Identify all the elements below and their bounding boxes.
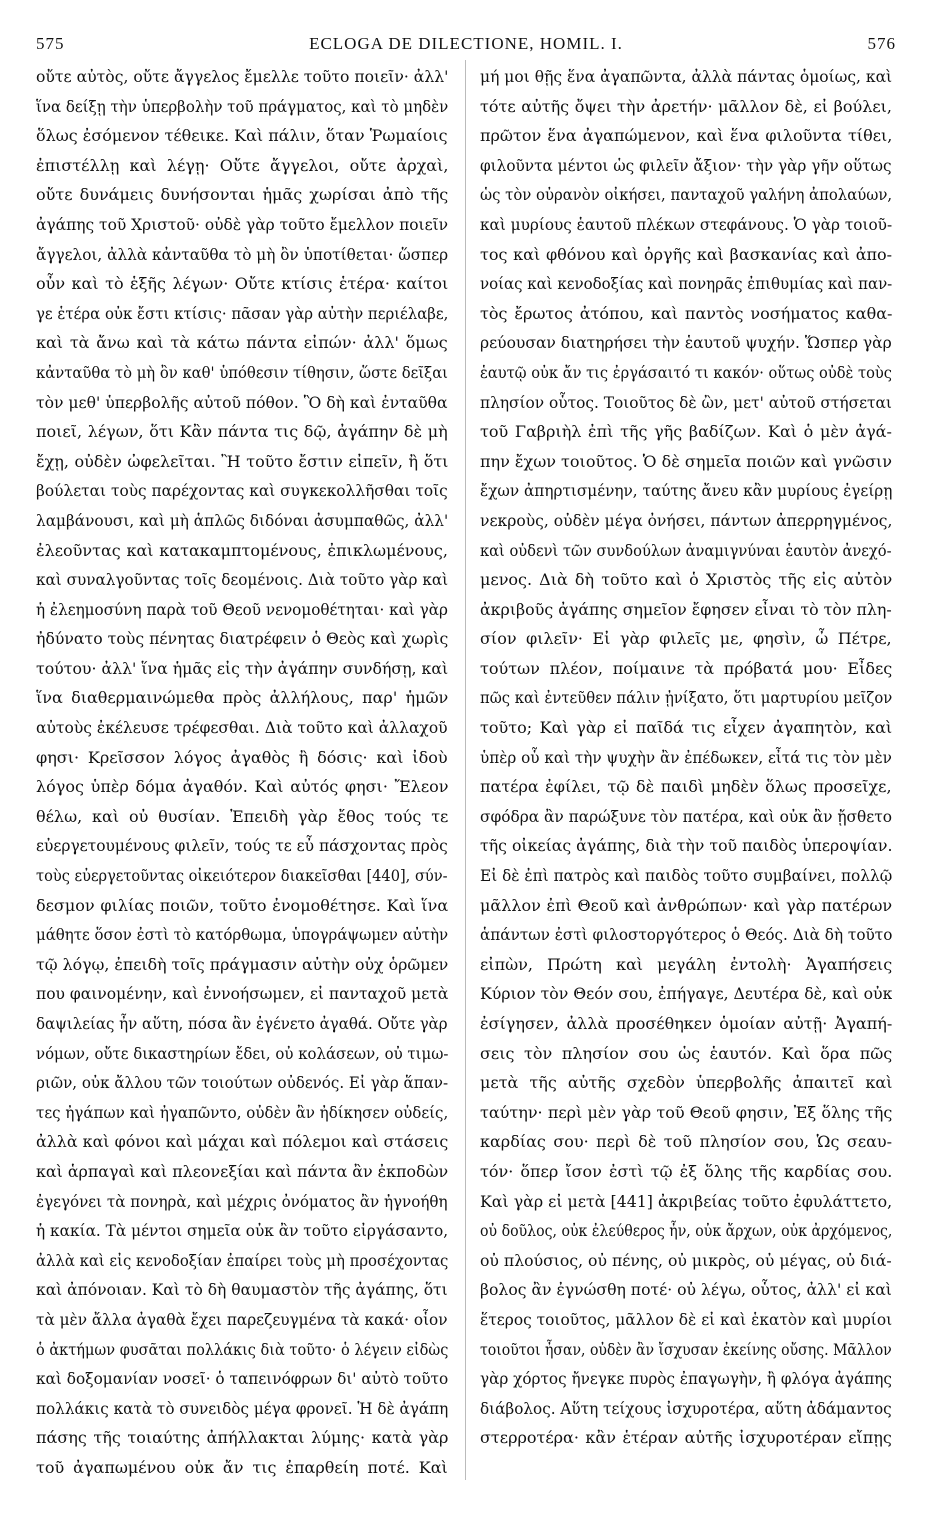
text-line: ἐλεοῦντας καὶ κατακαμπτομένους, ἐπικλωμένους, — [36, 540, 448, 560]
text-line: δεσμον φιλίας ποιῶν, τοῦτο ἐνομοθέτησε. Καὶ ἵνα — [36, 895, 448, 915]
text-line: πολλάκις κατὰ τὸ συνειδὸς μέγα φρονεῖ. Ἡ δὲ ἀγάπη — [36, 1398, 448, 1418]
text-line: ἀκριβοῦς ἀγάπης σημεῖον ἔφησεν εἶναι τὸ τὸν πλη- — [480, 599, 892, 619]
text-line: τούτου· ἀλλ' ἵνα ἡμᾶς εἰς τὴν ἀγάπην συνδήσῃ, καὶ — [36, 658, 448, 678]
text-line: ταύτην· περὶ μὲν γὰρ τοῦ Θεοῦ φησιν, Ἐξ ὅλης τῆς — [480, 1102, 892, 1122]
text-line: διάβολος. Αὕτη τείχους ἰσχυροτέρα, αὕτη ἀδάμαντος — [480, 1398, 892, 1418]
text-line: τοιοῦτοι ἦσαν, οὐδὲν ἂν ἴσχυσαν ἐκείνης οὔσης. Μᾶλλον — [480, 1339, 892, 1359]
text-line: φιλοῦντα μέντοι ὡς φιλεῖν ἄξιον· τὴν γὰρ γῆν οὕτως — [480, 155, 892, 175]
text-line: νόμων, οὔτε δικαστηρίων ἔδει, οὐ κολάσεων, οὐ τιμω- — [36, 1043, 448, 1063]
text-line: πατέρα ἐφίλει, τῷ δὲ παιδὶ μηδὲν ὅλως προσεῖχε, — [480, 777, 892, 797]
column-divider — [465, 60, 466, 1480]
text-line: καὶ μυρίους ἑαυτοῦ πλέκων στεφάνους. Ὁ γὰρ τοιοῦ- — [480, 214, 892, 234]
left-column — [36, 62, 448, 1483]
text-line: ρεύουσαν διατηρήσει τὴν ἑαυτοῦ ψυχήν. Ὥσπερ γὰρ — [480, 333, 892, 353]
text-line: ὡς τὸν οὐρανὸν οἰκήσει, πανταχοῦ γαλήνη ἀπολαύων, — [480, 185, 892, 205]
text-line: βολος ἂν ἐγνώσθη ποτέ· οὐ λέγω, οὗτος, ἀλλ' εἰ καὶ — [480, 1280, 892, 1300]
text-line: ἕτερος τοιοῦτος, μᾶλλον δὲ εἰ καὶ ἑκατὸν καὶ μυρίοι — [480, 1309, 892, 1329]
text-line: καὶ συναλγοῦντας τοῖς δεομένοις. Διὰ τοῦτο γὰρ καὶ — [36, 570, 448, 590]
text-line: καὶ τὰ ἄνω καὶ τὰ κάτω πάντα εἰπών· ἀλλ' ὅμως — [36, 333, 448, 353]
text-line: καρδίας σου· περὶ δὲ τοῦ πλησίον σου, Ὡς σεαυ- — [480, 1132, 892, 1152]
text-line: μετὰ τῆς αὐτῆς σχεδὸν ὑπερβολῆς ἀπαιτεῖ καὶ — [480, 1073, 892, 1093]
text-line: ἐπιστέλλῃ καὶ λέγῃ· Οὔτε ἄγγελοι, οὔτε ἀρχαὶ, — [36, 155, 448, 175]
text-line: πρῶτον ἕνα ἀγαπώμενον, καὶ ἕνα φιλοῦντα τίθει, — [480, 126, 892, 146]
text-line: γὰρ χόρτος ἤνεγκε πυρὸς ἐπαγωγὴν, ἢ φλόγα ἀγάπης — [480, 1369, 892, 1389]
text-line: στερροτέρα· κἂν ἑτέραν αὐτῆς ἰσχυροτέραν εἴπῃς — [480, 1428, 892, 1448]
text-line: νεκροὺς, οὐδὲν μέγα ὀνήσει, πάντων ἀπερρηγμένος, — [480, 510, 892, 530]
text-line: ἔχῃ, οὐδὲν ὠφελεῖται. Ἢ τοῦτο ἔστιν εἰπεῖν, ἢ ὅτι — [36, 451, 448, 471]
text-line: οὐ δοῦλος, οὐκ ἐλεύθερος ἦν, οὐκ ἄρχων, οὐκ ἀρχόμενος, — [480, 1221, 892, 1241]
text-line: τούτων πλέον, ποίμαινε τὰ πρόβατά μου· Εἶδες — [480, 658, 892, 678]
text-line: λόγος ὑπὲρ δόμα ἀγαθόν. Καὶ αὐτός φησι· Ἔλεον — [36, 777, 448, 797]
text-line: τοῦτο; Καὶ γὰρ εἰ παῖδά τις εἶχεν ἀγαπητὸν, καὶ — [480, 718, 892, 738]
text-line: αὐτοὺς ἐκέλευσε τρέφεσθαι. Διὰ τοῦτο καὶ ἀλλαχοῦ — [36, 718, 448, 738]
text-line: φησι· Κρεῖσσον λόγος ἀγαθὸς ἢ δόσις· καὶ ἰδοὺ — [36, 747, 448, 767]
text-line: καὶ οὐδενὶ τῶν συνδούλων ἀναμιγνύναι ἑαυτὸν ἀνεχό- — [480, 540, 892, 560]
text-line: Κύριον τὸν Θεόν σου, ἐπήγαγε, Δευτέρα δὲ, καὶ οὐκ — [480, 984, 892, 1004]
text-line: πῶς καὶ ἐντεῦθεν πάλιν ᾐνίξατο, ὅτι μαρτυρίου μεῖζον — [480, 688, 892, 708]
text-line: κἀνταῦθα τὸ μὴ ὂν καθ' ὑπόθεσιν τίθησιν, ὥστε δεῖξαι — [36, 362, 448, 382]
text-line: τὰ μὲν ἄλλα ἀγαθὰ ἔχει παρεζευγμένα τὰ κακά· οἷον — [36, 1309, 448, 1329]
text-line: ἄγγελοι, ἀλλὰ κἀνταῦθα τὸ μὴ ὂν ὑποτίθεται· ὥσπερ — [36, 244, 448, 264]
text-line: οὖν καὶ τὸ ἑξῆς λέγων· Οὔτε κτίσις ἑτέρα· καίτοι — [36, 274, 448, 294]
text-line: καὶ δοξομανίαν νοσεῖ· ὁ ταπεινόφρων δι' αὐτὸ τοῦτο — [36, 1369, 448, 1389]
running-head — [36, 34, 896, 56]
text-line: τόν· ὅπερ ἴσον ἐστὶ τῷ ἐξ ὅλης τῆς καρδίας σου. — [480, 1161, 892, 1181]
text-line: ἁπάντων ἐστὶ φιλοστοργότερος ὁ Θεός. Διὰ δὴ τοῦτο — [480, 925, 892, 945]
text-line: τῆς οἰκείας ἀγάπης, διὰ τὴν τοῦ παιδὸς ὑπεροψίαν. — [480, 836, 892, 856]
text-line: τοῦ ἀγαπωμένου οὐκ ἄν τις ἐπαρθείη ποτέ. Καὶ — [36, 1457, 448, 1477]
text-line: ὅλως ἐσόμενον τέθεικε. Καὶ πάλιν, ὅταν Ῥωμαίοις — [36, 126, 448, 146]
text-line: ἀλλὰ καὶ εἰς κενοδοξίαν ἐπαίρει τοὺς μὴ προσέχοντας — [36, 1250, 448, 1270]
text-line: ἀλλὰ καὶ φόνοι καὶ μάχαι καὶ πόλεμοι καὶ στάσεις — [36, 1132, 448, 1152]
text-line: πλησίον οὗτος. Τοιοῦτος δὲ ὢν, μετ' αὐτοῦ στήσεται — [480, 392, 892, 412]
text-line: πην ἔχων τοιοῦτος. Ὁ δὲ σημεῖα ποιῶν καὶ γνῶσιν — [480, 451, 892, 471]
text-line: μή μοι θῇς ἕνα ἀγαπῶντα, ἀλλὰ πάντας ὁμοίως, καὶ — [480, 67, 892, 86]
text-line: Εἰ δὲ ἐπὶ πατρὸς καὶ παιδὸς τοῦτο συμβαίνει, πολλῷ — [480, 866, 892, 886]
text-line: γε ἑτέρα οὐκ ἔστι κτίσις· πᾶσαν γὰρ αὐτὴν περιέλαβε, — [36, 303, 448, 323]
text-line: μᾶλλον ἐπὶ Θεοῦ καὶ ἀνθρώπων· καὶ γὰρ πατέρων — [480, 895, 892, 915]
text-line: νοίας καὶ κενοδοξίας καὶ πονηρᾶς ἐπιθυμίας καὶ παν- — [480, 274, 892, 294]
text-line: μάθητε ὅσον ἐστὶ τὸ κατόρθωμα, ὑπογράψωμεν αὐτὴν — [36, 925, 448, 945]
page-title: ECLOGA DE DILECTIONE, HOMIL. I. — [309, 34, 623, 53]
text-line: τὸν μεθ' ὑπερβολῆς αὐτοῦ πόθον. Ὃ δὴ καὶ ἐνταῦθα — [36, 392, 448, 412]
text-line: τες ἠγάπων καὶ ἠγαπῶντο, οὐδὲν ἂν ἠδίκησεν οὐδείς, — [36, 1102, 448, 1122]
text-line: ἵνα διαθερμαινώμεθα πρὸς ἀλλήλους, παρ' ἡμῶν — [36, 688, 448, 708]
text-line: σίον φιλεῖν· Εἰ γὰρ φιλεῖς με, φησὶν, ὦ Πέτρε, — [480, 629, 892, 649]
text-line: Καὶ γὰρ εἰ μετὰ [441] ἀκριβείας τοῦτο ἐφυλάττετο, — [480, 1191, 892, 1211]
text-line: δαψιλείας ἦν αὕτη, πόσα ἂν ἐγένετο ἀγαθά. Οὔτε γὰρ — [36, 1014, 448, 1033]
text-line: τοὺς εὐεργετοῦντας οἰκειότερον διακεῖσθαι [440], σύν- — [36, 866, 448, 886]
text-line: ἡ κακία. Τὰ μέντοι σημεῖα οὐκ ἂν τοῦτο εἰργάσαντο, — [36, 1221, 448, 1241]
text-line: τὸς ἔρωτος ἀτόπου, καὶ παντὸς νοσήματος καθα- — [480, 303, 892, 323]
text-line: εὐεργετουμένους φιλεῖν, τούς τε εὖ πάσχοντας πρὸς — [36, 836, 448, 856]
text-line: ἔχων ἀπηρτισμένην, ταύτης ἄνευ κἂν μυρίους ἐγείρῃ — [480, 481, 892, 501]
text-line: θέλω, καὶ οὐ θυσίαν. Ἐπειδὴ γὰρ ἔθος τούς τε — [36, 806, 448, 826]
text-line: σφόδρα ἂν παρώξυνε τὸν πατέρα, καὶ οὐκ ἂν ᾔσθετο — [480, 806, 892, 826]
text-line: καὶ ἀπόνοιαν. Καὶ τὸ δὴ θαυμαστὸν τῆς ἀγάπης, ὅτι — [36, 1280, 448, 1300]
right-column — [480, 62, 892, 1453]
text-line: οὔτε αὐτὸς, οὔτε ἄγγελος ἔμελλε τοῦτο ποιεῖν· ἀλλ' — [36, 67, 448, 86]
text-line: εἰπὼν, Πρώτη καὶ μεγάλη ἐντολὴ· Ἀγαπήσεις — [480, 954, 892, 974]
text-line: ἐγεγόνει τὰ πονηρὰ, καὶ μέχρις ὀνόματος ἂν ἠγνοήθη — [36, 1191, 448, 1211]
text-line: ἑαυτῷ οὐκ ἄν τις ἐργάσαιτό τι κακόν· οὕτως οὐδὲ τοὺς — [480, 362, 892, 382]
text-line: ριῶν, οὐκ ἄλλου τῶν τοιούτων οὐδενός. Εἰ γὰρ ἅπαν- — [36, 1073, 448, 1093]
text-line: λαμβάνουσι, καὶ μὴ ἁπλῶς διδόναι ἀσυμπαθῶς, ἀλλ' — [36, 510, 448, 530]
text-line: μενος. Διὰ δὴ τοῦτο καὶ ὁ Χριστὸς τῆς εἰς αὐτὸν — [480, 570, 892, 590]
text-line: ἠδύνατο τοὺς πένητας διατρέφειν ὁ Θεὸς καὶ χωρὶς — [36, 629, 448, 649]
text-line: ἀγάπης τοῦ Χριστοῦ· οὐδὲ γὰρ τοῦτο ἔμελλον ποιεῖν — [36, 214, 448, 234]
text-line: ποιεῖ, λέγων, ὅτι Κἂν πάντα τις δῷ, ἀγάπην δὲ μὴ — [36, 422, 448, 442]
text-line: καὶ ἁρπαγαὶ καὶ πλεονεξίαι καὶ πάντα ἂν ἐκποδὼν — [36, 1161, 448, 1181]
text-line: ὑπὲρ οὗ καὶ τὴν ψυχὴν ἂν ἐπέδωκεν, εἶτά τις τὸν μὲν — [480, 747, 892, 767]
text-line: οὐ πλούσιος, οὐ πένης, οὐ μικρὸς, οὐ μέγας, οὐ διά- — [480, 1250, 892, 1270]
text-line: ἐσίγησεν, ἀλλὰ προσέθηκεν ὁμοίαν αὐτῇ· Ἀγαπή- — [480, 1014, 892, 1033]
text-line: πάσης τῆς τοιαύτης ἀπήλλακται λύμης· κατὰ γὰρ — [36, 1428, 448, 1448]
text-line: τος καὶ φθόνου καὶ ὀργῆς καὶ βασκανίας καὶ ἀπο- — [480, 244, 892, 264]
page-number-right: 576 — [867, 34, 896, 53]
text-line: ἡ ἐλεημοσύνη παρὰ τοῦ Θεοῦ νενομοθέτηται· καὶ γὰρ — [36, 599, 448, 619]
text-line: που φαινομένην, καὶ ἐννοήσωμεν, εἰ πανταχοῦ μετὰ — [36, 984, 448, 1004]
text-line: βούλεται τοὺς παρέχοντας καὶ συγκεκολλῆσθαι τοῖς — [36, 481, 448, 501]
text-line: τῷ λόγῳ, ἐπειδὴ τοῖς πράγμασιν αὐτὴν οὐχ ὁρῶμεν — [36, 954, 448, 974]
text-line: τότε αὐτῆς ὄψει τὴν ἀρετήν· μᾶλλον δὲ, εἰ βούλει, — [480, 96, 892, 116]
text-line: σεις τὸν πλησίον σου ὡς ἑαυτόν. Καὶ ὅρα πῶς — [480, 1043, 892, 1063]
text-line: ἵνα δείξῃ τὴν ὑπερβολὴν τοῦ πράγματος, καὶ τὸ μηδὲν — [36, 96, 448, 116]
text-line: ὁ ἀκτήμων φυσᾶται πολλάκις διὰ τοῦτο· ὁ λέγειν εἰδὼς — [36, 1339, 448, 1359]
text-line: τοῦ Γαβριὴλ ἐπὶ τῆς γῆς βαδίζων. Καὶ ὁ μὲν ἀγά- — [480, 422, 892, 442]
page-number-left: 575 — [36, 34, 65, 53]
text-line: οὔτε δυνάμεις δυνήσονται ἡμᾶς χωρίσαι ἀπὸ τῆς — [36, 185, 448, 205]
